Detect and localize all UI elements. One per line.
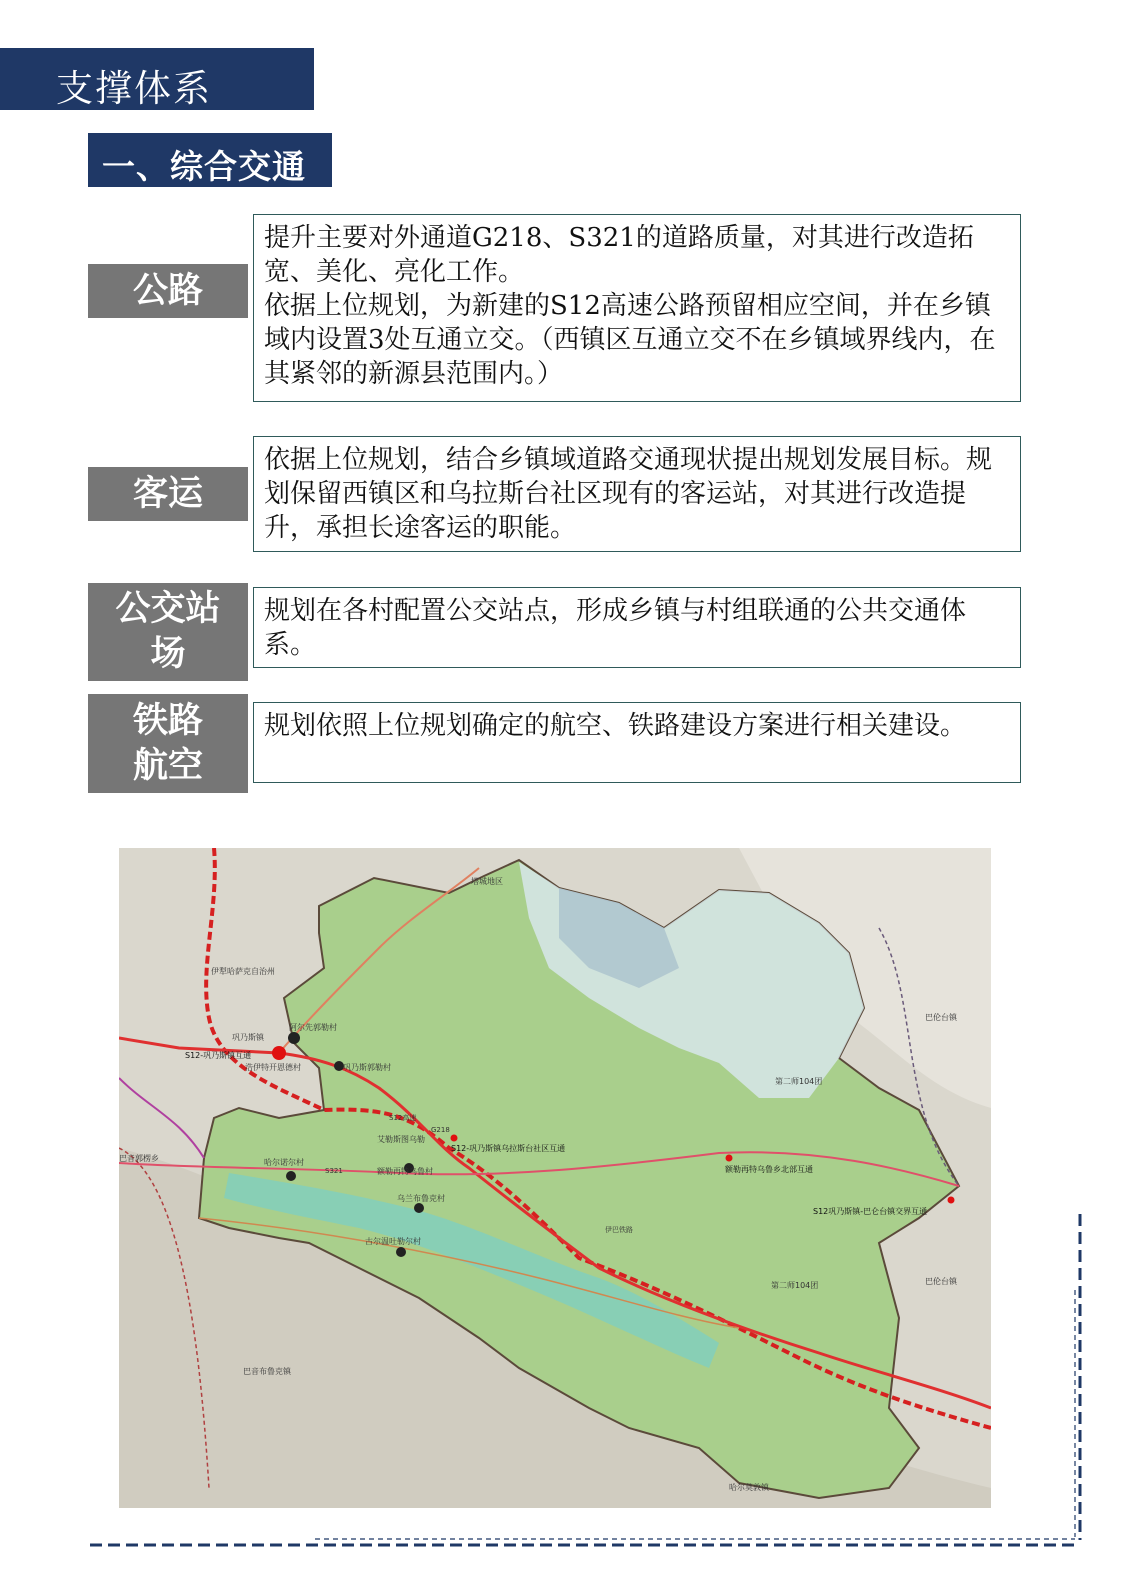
row-label-passenger: 客运 bbox=[88, 467, 248, 521]
label-haiyite: 浩伊特开恩德村 bbox=[245, 1063, 301, 1072]
label-interchange-gongnaisi: S12-巩乃斯镇互通 bbox=[185, 1051, 252, 1060]
label-yili: 伊犁哈萨克自治州 bbox=[211, 967, 275, 976]
label-g218: G218 bbox=[431, 1126, 450, 1134]
passenger-paragraph-1: 依据上位规划，结合乡镇域道路交通现状提出规划发展目标。规划保留西镇区和乌拉斯台社区现有的客运站，对其进行改造提升，承担长途客运的职能。 bbox=[264, 445, 993, 543]
label-aerxian: 阿尔先郭勒村 bbox=[289, 1023, 337, 1032]
rail-paragraph-1: 规划依照上位规划确定的航空、铁路建设方案进行相关建设。 bbox=[264, 711, 967, 741]
row-label-rail-line-2: 航空 bbox=[132, 745, 203, 786]
label-balun-south: 巴伦台镇 bbox=[925, 1277, 957, 1286]
label-wenjing: 艾勒斯图乌勒 bbox=[377, 1135, 425, 1144]
section-title: 支撑体系 bbox=[0, 48, 314, 110]
label-s12: S12高速 bbox=[389, 1114, 417, 1122]
bus-paragraph-1: 规划在各村配置公交站点，形成乡镇与村组联通的公共交通体系。 bbox=[264, 596, 967, 660]
label-interchange-wulasitai: S12-巩乃斯镇乌拉斯台社区互通 bbox=[451, 1144, 566, 1153]
label-hanuo: 哈尔诺尔村 bbox=[264, 1158, 304, 1167]
row-label-bus-line-2: 场 bbox=[150, 634, 186, 674]
highway-paragraph-2: 依据上位规划，为新建的S12高速公路预留相应空间，并在乡镇域内设置3处互通立交。（西镇区互通立交不在乡镇域界线内，在其紧邻的新源县范围内。） bbox=[264, 291, 996, 389]
label-balun-north: 巴伦台镇 bbox=[925, 1013, 957, 1022]
label-interchange-balun: S12巩乃斯镇-巴仑台镇交界互通 bbox=[813, 1207, 928, 1216]
label-bayinbuluke: 巴音布鲁克镇 bbox=[243, 1367, 291, 1376]
label-bayinguoleng: 巴音郭楞乡 bbox=[119, 1154, 159, 1163]
label-guerwen: 古尔温吐勒尔村 bbox=[365, 1237, 421, 1246]
label-railway: 伊巴铁路 bbox=[605, 1226, 633, 1234]
highway-paragraph-1: 提升主要对外通道G218、S321的道路质量，对其进行改造拓宽、美化、亮化工作。 bbox=[264, 223, 974, 287]
subsection-title: 一、综合交通 bbox=[88, 133, 332, 187]
label-gongnaisi-town: 巩乃斯镇 bbox=[232, 1033, 264, 1042]
row-label-highway: 公路 bbox=[88, 264, 248, 318]
label-elezai: 额勒再特乌鲁村 bbox=[377, 1167, 433, 1176]
label-gongnaisigole: 巩乃斯郭勒村 bbox=[343, 1063, 391, 1072]
label-104-north: 第二师104团 bbox=[775, 1077, 823, 1086]
label-tacheng: 塔城地区 bbox=[471, 877, 503, 886]
label-haermodun: 哈尔莫敦镇 bbox=[729, 1483, 769, 1492]
label-104-south: 第二师104团 bbox=[771, 1281, 819, 1290]
row-label-rail-line-1: 铁路 bbox=[132, 700, 203, 741]
label-s321: S321 bbox=[325, 1167, 343, 1175]
label-interchange-elezai-north: 额勒再特乌鲁乡北部互通 bbox=[725, 1165, 813, 1174]
row-label-bus-line-1: 公交站 bbox=[115, 589, 221, 630]
label-wulanbu: 乌兰布鲁克村 bbox=[397, 1194, 445, 1203]
